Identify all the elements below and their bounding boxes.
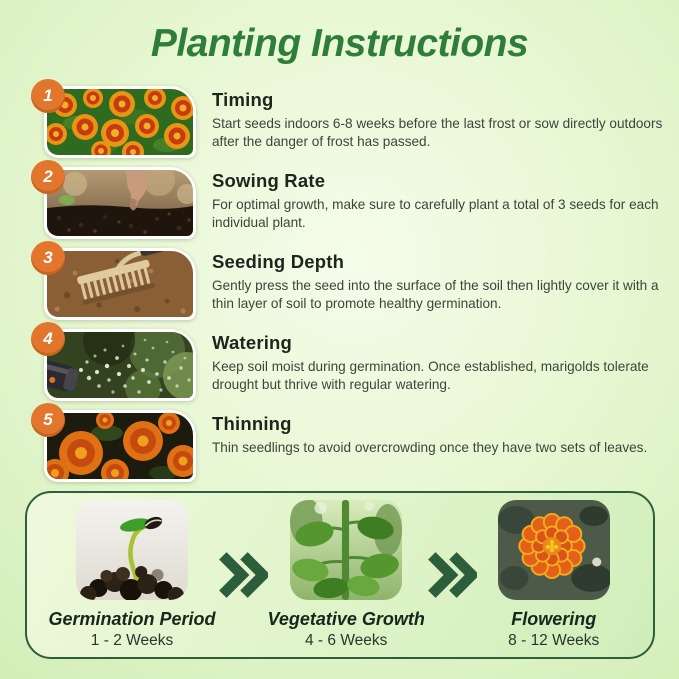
growth-timeline-panel: [25, 491, 655, 659]
step-description: Thin seedlings to avoid overcrowding once they have two sets of leaves.: [212, 440, 648, 455]
double-chevron-icon: [425, 552, 477, 598]
thinning-photo-frame: [44, 410, 196, 482]
stage-label: Flowering: [511, 609, 597, 629]
step-description: Keep soil moist during germination. Once established, marigolds tolerate drought but thrive with regular watering.: [212, 359, 649, 393]
page-title: Planting Instructions: [150, 22, 529, 65]
hand-sowing-seed-photo: [47, 170, 193, 236]
step-number-badge: 1: [31, 79, 65, 113]
stage-label: Germination Period: [48, 609, 216, 629]
step-seeding-depth: [44, 248, 679, 320]
seedling-sprout-photo: [76, 500, 188, 600]
step-title: Sowing Rate: [212, 170, 326, 191]
step-timing: [44, 86, 679, 158]
step-title: Thinning: [212, 413, 292, 434]
step-title: Timing: [212, 89, 274, 110]
step-watering: [44, 329, 679, 401]
step-number-badge: 4: [31, 322, 65, 356]
step-description: For optimal growth, make sure to carefully plant a total of 3 seeds for each individual plant.: [212, 197, 659, 231]
stage-duration: 4 - 6 Weeks: [305, 632, 388, 649]
step-title: Watering: [212, 332, 293, 353]
sowing-photo-frame: [44, 167, 196, 239]
rake-in-soil-photo: [47, 251, 193, 317]
stage-duration: 8 - 12 Weeks: [508, 632, 600, 649]
step-sowing-rate: [44, 167, 679, 239]
stage-vegetative: [268, 500, 425, 650]
hose-water-spray-photo: [47, 332, 193, 398]
marigold-blooms-photo: [47, 413, 193, 479]
step-text-block: [212, 167, 664, 239]
stage-flowering: [477, 500, 631, 650]
double-chevron-icon: [216, 552, 268, 598]
marigold-flower-bed-photo: [47, 89, 193, 155]
step-text-block: [212, 410, 664, 482]
step-text-block: [212, 329, 664, 401]
stage-germination: [49, 500, 216, 650]
step-description: Gently press the seed into the surface of the soil then lightly cover it with a thin layer of soil to promote healthy germination.: [212, 278, 659, 312]
step-number-badge: 3: [31, 241, 65, 275]
green-foliage-photo: [290, 500, 402, 600]
stage-label: Vegetative Growth: [267, 609, 425, 629]
watering-photo-frame: [44, 329, 196, 401]
step-number-badge: 2: [31, 160, 65, 194]
marigold-bloom-photo: [498, 500, 610, 600]
step-title: Seeding Depth: [212, 251, 345, 272]
step-text-block: [212, 248, 664, 320]
step-number-badge: 5: [31, 403, 65, 437]
step-text-block: [212, 86, 664, 158]
steps-list: [44, 86, 679, 482]
timing-photo-frame: [44, 86, 196, 158]
seeding-depth-photo-frame: [44, 248, 196, 320]
step-description: Start seeds indoors 6-8 weeks before the last frost or sow directly outdoors after the danger of frost has passed.: [212, 116, 663, 150]
stage-duration: 1 - 2 Weeks: [90, 632, 174, 649]
step-thinning: [44, 410, 679, 482]
